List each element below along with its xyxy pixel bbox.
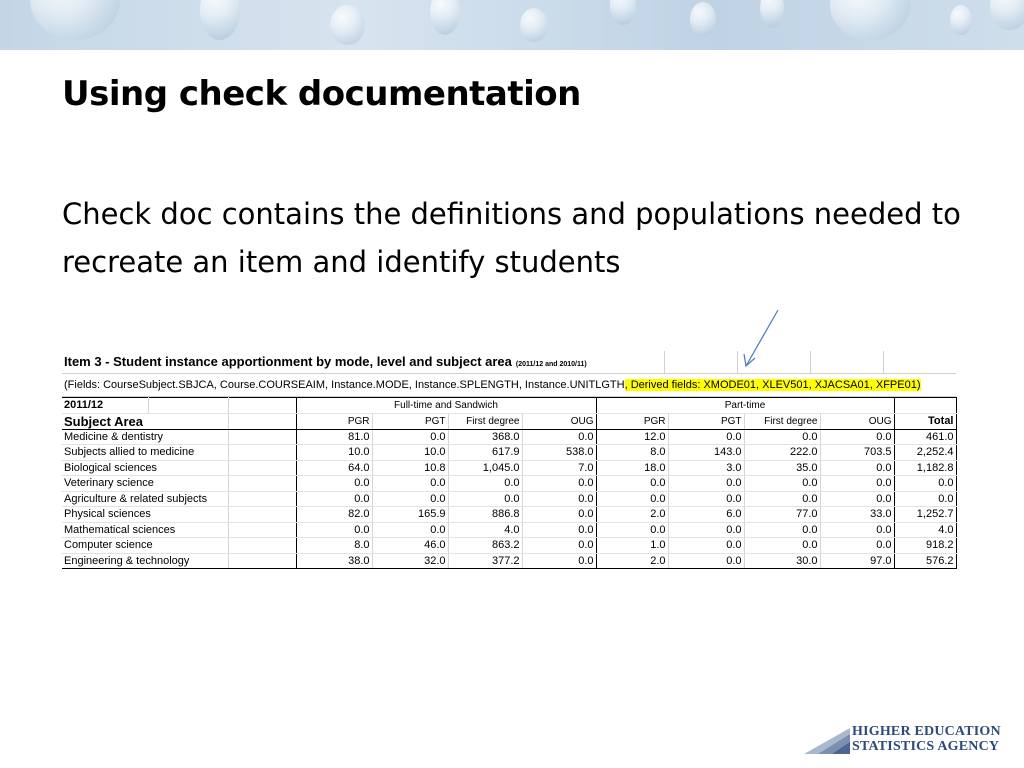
value-cell: 377.2 [448, 553, 522, 569]
table-row [62, 445, 956, 461]
slide-body-text: Check doc contains the definitions and populations needed to recreate an item and identify students [62, 197, 961, 279]
subject-cell: Mathematical sciences [62, 522, 228, 538]
value-cell: 82.0 [296, 507, 372, 523]
value-cell: 0.0 [668, 553, 744, 569]
value-cell: 222.0 [744, 445, 820, 461]
total-cell: 0.0 [894, 491, 956, 507]
table-row [62, 538, 956, 554]
value-cell: 35.0 [744, 460, 820, 476]
value-cell: 10.8 [372, 460, 448, 476]
column-header: First degree [744, 413, 820, 429]
total-cell: 4.0 [894, 522, 956, 538]
value-cell: 10.0 [296, 445, 372, 461]
value-cell: 0.0 [820, 460, 894, 476]
header-banner [0, 0, 1024, 50]
subject-cell: Veterinary science [62, 476, 228, 492]
value-cell: 97.0 [820, 553, 894, 569]
column-header: PGT [372, 413, 448, 429]
column-header: PGT [668, 413, 744, 429]
fields-text: (Fields: CourseSubject.SBJCA, Course.COURSEAIM, Instance.MODE, Instance.SPLENGTH, Instance.UNITLGTH [64, 379, 625, 391]
subject-cell: Physical sciences [62, 507, 228, 523]
hesa-logo-icon [804, 726, 850, 754]
column-header: OUG [820, 413, 894, 429]
value-cell: 2.0 [596, 553, 668, 569]
logo-line1: HIGHER EDUCATION [852, 724, 1001, 739]
hesa-logo [804, 724, 1010, 756]
value-cell: 0.0 [596, 522, 668, 538]
fields-row [62, 374, 956, 397]
value-cell: 10.0 [372, 445, 448, 461]
value-cell: 38.0 [296, 553, 372, 569]
value-cell: 0.0 [820, 476, 894, 492]
value-cell: 77.0 [744, 507, 820, 523]
value-cell: 863.2 [448, 538, 522, 554]
value-cell: 2.0 [596, 507, 668, 523]
value-cell: 0.0 [522, 553, 596, 569]
value-cell: 0.0 [522, 507, 596, 523]
value-cell: 0.0 [744, 538, 820, 554]
value-cell: 886.8 [448, 507, 522, 523]
value-cell: 30.0 [744, 553, 820, 569]
value-cell: 0.0 [596, 491, 668, 507]
total-cell: 918.2 [894, 538, 956, 554]
total-cell: 461.0 [894, 429, 956, 445]
value-cell: 0.0 [372, 429, 448, 445]
item-years: (2011/12 and 2010/11) [515, 361, 587, 368]
header-row-columns [62, 413, 956, 429]
value-cell: 368.0 [448, 429, 522, 445]
value-cell: 12.0 [596, 429, 668, 445]
value-cell: 0.0 [596, 476, 668, 492]
logo-line2: STATISTICS AGENCY [852, 739, 1000, 754]
value-cell: 703.5 [820, 445, 894, 461]
column-header: First degree [448, 413, 522, 429]
value-cell: 0.0 [668, 491, 744, 507]
subject-area-header: Subject Area [62, 413, 228, 429]
header-row-groups [62, 398, 956, 414]
table-row [62, 460, 956, 476]
table-row [62, 507, 956, 523]
value-cell: 0.0 [820, 522, 894, 538]
year-label: 2011/12 [62, 398, 148, 414]
value-cell: 81.0 [296, 429, 372, 445]
total-cell: 1,252.7 [894, 507, 956, 523]
total-cell: 0.0 [894, 476, 956, 492]
item-title-row [62, 351, 956, 374]
value-cell: 0.0 [668, 522, 744, 538]
subject-cell: Computer science [62, 538, 228, 554]
data-table [62, 397, 957, 569]
value-cell: 0.0 [372, 491, 448, 507]
value-cell: 7.0 [522, 460, 596, 476]
value-cell: 18.0 [596, 460, 668, 476]
value-cell: 6.0 [668, 507, 744, 523]
table-row [62, 429, 956, 445]
value-cell: 0.0 [372, 522, 448, 538]
value-cell: 3.0 [668, 460, 744, 476]
total-cell: 1,182.8 [894, 460, 956, 476]
subject-cell: Agriculture & related subjects [62, 491, 228, 507]
subject-cell: Medicine & dentistry [62, 429, 228, 445]
value-cell: 0.0 [522, 491, 596, 507]
value-cell: 0.0 [522, 429, 596, 445]
value-cell: 33.0 [820, 507, 894, 523]
value-cell: 0.0 [448, 476, 522, 492]
value-cell: 0.0 [668, 429, 744, 445]
value-cell: 165.9 [372, 507, 448, 523]
value-cell: 1.0 [596, 538, 668, 554]
value-cell: 617.9 [448, 445, 522, 461]
value-cell: 32.0 [372, 553, 448, 569]
table-row [62, 476, 956, 492]
value-cell: 8.0 [596, 445, 668, 461]
value-cell: 1,045.0 [448, 460, 522, 476]
group-part-time: Part-time [596, 398, 894, 414]
slide-title: Using check documentation [62, 74, 581, 114]
table-row [62, 491, 956, 507]
column-header: PGR [296, 413, 372, 429]
value-cell: 0.0 [744, 429, 820, 445]
value-cell: 0.0 [744, 476, 820, 492]
value-cell: 0.0 [744, 491, 820, 507]
value-cell: 0.0 [820, 538, 894, 554]
value-cell: 0.0 [668, 476, 744, 492]
column-header: PGR [596, 413, 668, 429]
subject-cell: Subjects allied to medicine [62, 445, 228, 461]
value-cell: 64.0 [296, 460, 372, 476]
group-full-time: Full-time and Sandwich [296, 398, 596, 414]
table-row [62, 553, 956, 569]
value-cell: 0.0 [668, 538, 744, 554]
value-cell: 143.0 [668, 445, 744, 461]
value-cell: 0.0 [820, 491, 894, 507]
value-cell: 0.0 [744, 522, 820, 538]
value-cell: 0.0 [448, 491, 522, 507]
value-cell: 0.0 [820, 429, 894, 445]
check-doc-spreadsheet [62, 351, 956, 569]
value-cell: 0.0 [296, 491, 372, 507]
subject-cell: Engineering & technology [62, 553, 228, 569]
value-cell: 0.0 [296, 476, 372, 492]
total-cell: 2,252.4 [894, 445, 956, 461]
column-header: OUG [522, 413, 596, 429]
value-cell: 0.0 [522, 538, 596, 554]
item-title: Item 3 - Student instance apportionment by mode, level and subject area [64, 354, 512, 369]
value-cell: 0.0 [296, 522, 372, 538]
table-row [62, 522, 956, 538]
value-cell: 0.0 [522, 522, 596, 538]
value-cell: 8.0 [296, 538, 372, 554]
value-cell: 0.0 [522, 476, 596, 492]
derived-fields-text: , Derived fields: XMODE01, XLEV501, XJACSA01, XFPE01) [624, 379, 921, 391]
subject-cell: Biological sciences [62, 460, 228, 476]
value-cell: 4.0 [448, 522, 522, 538]
value-cell: 46.0 [372, 538, 448, 554]
total-column-header: Total [894, 413, 956, 429]
value-cell: 0.0 [372, 476, 448, 492]
value-cell: 538.0 [522, 445, 596, 461]
total-cell: 576.2 [894, 553, 956, 569]
